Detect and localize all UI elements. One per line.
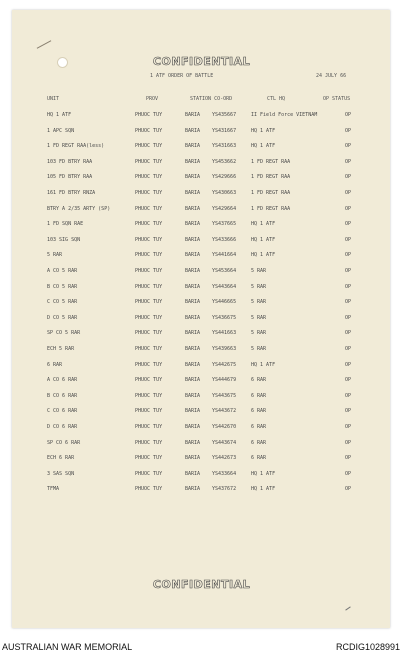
row-coord: YS442673	[212, 455, 237, 462]
row-op-status: OP	[345, 408, 352, 415]
table-row	[0, 330, 403, 337]
table-row	[0, 252, 403, 259]
row-control-hq: HQ 1 ATF	[251, 470, 276, 477]
row-unit: TFMA	[47, 486, 60, 493]
row-province: PHUOC TUY	[135, 143, 163, 150]
row-station: BARIA	[185, 190, 201, 196]
row-unit: C CO 6 RAR	[47, 408, 78, 415]
row-unit: 161 FD BTRY RNZA	[47, 190, 96, 196]
document-subtitle: 1 ATF ORDER OF BATTLE	[150, 73, 214, 79]
row-coord: YS437665	[212, 221, 237, 228]
row-province: PHUOC TUY	[135, 299, 163, 306]
row-station: BARIA	[185, 221, 201, 228]
row-station: BARIA	[185, 424, 201, 430]
row-coord: YS453664	[212, 268, 237, 274]
table-row	[0, 206, 403, 213]
row-op-status: OP	[345, 470, 352, 477]
row-unit: 1 APC SQN	[47, 127, 75, 134]
row-province: PHUOC TUY	[135, 408, 163, 415]
row-control-hq: 5 RAR	[251, 314, 267, 321]
row-coord: YS443664	[212, 283, 237, 290]
row-unit: SP CO 5 RAR	[47, 330, 81, 337]
row-province: PHUOC TUY	[135, 205, 163, 212]
row-province: PHUOC TUY	[135, 127, 163, 134]
table-row	[0, 143, 403, 150]
row-op-status: OP	[345, 112, 352, 118]
column-header-ctl: CTL HQ	[267, 96, 286, 102]
row-coord: YS453662	[212, 158, 237, 165]
table-row	[0, 159, 403, 166]
row-coord: YS436675	[212, 314, 237, 321]
row-province: PHUOC TUY	[135, 455, 163, 462]
table-row	[0, 237, 403, 244]
row-op-status: OP	[345, 361, 352, 368]
row-province: PHUOC TUY	[135, 392, 163, 399]
row-coord: YS430663	[212, 190, 237, 196]
row-control-hq: HQ 1 ATF	[251, 127, 276, 134]
row-control-hq: 6 RAR	[251, 439, 267, 446]
row-province: PHUOC TUY	[135, 377, 163, 384]
row-control-hq: 6 RAR	[251, 455, 267, 462]
row-op-status: OP	[345, 330, 352, 337]
row-op-status: OP	[345, 424, 352, 430]
confidential-stamp-top: CONFIDENTIAL	[152, 55, 251, 68]
row-unit: B CO 6 RAR	[47, 392, 78, 399]
row-station: BARIA	[185, 392, 201, 399]
row-control-hq: 1 FD REGT RAA	[251, 205, 291, 212]
confidential-stamp-bottom: CONFIDENTIAL	[152, 578, 251, 591]
row-coord: YS444679	[212, 377, 237, 384]
row-province: PHUOC TUY	[135, 174, 163, 181]
row-unit: D CO 6 RAR	[47, 424, 78, 430]
column-header-ops: OP STATUS	[323, 96, 351, 102]
row-unit: ECH 6 RAR	[47, 455, 75, 462]
table-row	[0, 174, 403, 181]
row-coord: YS443675	[212, 392, 237, 399]
row-station: BARIA	[185, 486, 201, 493]
row-control-hq: 6 RAR	[251, 408, 267, 415]
row-unit: 105 FD BTRY RAA	[47, 174, 93, 181]
table-row	[0, 299, 403, 306]
row-coord: YS439663	[212, 346, 237, 352]
row-coord: YS441664	[212, 252, 237, 259]
row-coord: YS429666	[212, 174, 237, 181]
row-unit: 1 FD SQN RAE	[47, 221, 84, 228]
row-station: BARIA	[185, 236, 201, 243]
row-province: PHUOC TUY	[135, 470, 163, 477]
column-header-prov: PROV	[146, 96, 159, 102]
table-row	[0, 440, 403, 447]
table-row	[0, 486, 403, 493]
row-unit: HQ 1 ATF	[47, 112, 72, 118]
row-province: PHUOC TUY	[135, 190, 163, 196]
row-op-status: OP	[345, 252, 352, 259]
row-station: BARIA	[185, 361, 201, 368]
row-control-hq: 5 RAR	[251, 283, 267, 290]
row-province: PHUOC TUY	[135, 361, 163, 368]
row-control-hq: HQ 1 ATF	[251, 252, 276, 259]
row-province: PHUOC TUY	[135, 346, 163, 352]
row-station: BARIA	[185, 439, 201, 446]
row-control-hq: 5 RAR	[251, 268, 267, 274]
row-station: BARIA	[185, 174, 201, 181]
row-op-status: OP	[345, 299, 352, 306]
table-row	[0, 362, 403, 369]
row-coord: YS442675	[212, 361, 237, 368]
credit-right: RCDIG1028991	[335, 642, 400, 652]
row-control-hq: 5 RAR	[251, 346, 267, 352]
row-coord: YS431667	[212, 127, 237, 134]
row-op-status: OP	[345, 439, 352, 446]
row-coord: YS433664	[212, 470, 237, 477]
row-op-status: OP	[345, 143, 352, 150]
row-station: BARIA	[185, 143, 201, 150]
row-op-status: OP	[345, 158, 352, 165]
row-coord: YS443674	[212, 439, 237, 446]
row-op-status: OP	[345, 283, 352, 290]
table-row	[0, 112, 403, 119]
row-station: BARIA	[185, 112, 201, 118]
row-unit: 1 FD REGT RAA(less)	[47, 143, 105, 150]
row-province: PHUOC TUY	[135, 268, 163, 274]
row-coord: YS446665	[212, 299, 237, 306]
row-op-status: OP	[345, 221, 352, 228]
row-unit: B CO 5 RAR	[47, 283, 78, 290]
table-row	[0, 455, 403, 462]
row-op-status: OP	[345, 174, 352, 181]
row-station: BARIA	[185, 299, 201, 306]
row-station: BARIA	[185, 268, 201, 274]
row-unit: A CO 5 RAR	[47, 268, 78, 274]
row-station: BARIA	[185, 377, 201, 384]
row-unit: 5 RAR	[47, 252, 63, 259]
row-province: PHUOC TUY	[135, 486, 163, 493]
row-op-status: OP	[345, 127, 352, 134]
table-row	[0, 408, 403, 415]
table-row	[0, 346, 403, 353]
row-unit: 103 SIG SQN	[47, 236, 81, 243]
row-op-status: OP	[345, 346, 352, 352]
row-coord: YS443672	[212, 408, 237, 415]
row-control-hq: 5 RAR	[251, 299, 267, 306]
row-station: BARIA	[185, 283, 201, 290]
row-control-hq: 1 FD REGT RAA	[251, 174, 291, 181]
row-coord: YS435667	[212, 112, 237, 118]
row-province: PHUOC TUY	[135, 314, 163, 321]
column-header-unit: UNIT	[47, 96, 60, 102]
row-coord: YS437672	[212, 486, 237, 493]
table-row	[0, 221, 403, 228]
row-op-status: OP	[345, 236, 352, 243]
credit-left: AUSTRALIAN WAR MEMORIAL	[2, 642, 133, 652]
table-row	[0, 128, 403, 135]
row-unit: 103 FD BTRY RAA	[47, 158, 93, 165]
row-unit: A CO 6 RAR	[47, 377, 78, 384]
row-op-status: OP	[345, 190, 352, 196]
column-header-station: STATION CO-ORD	[190, 96, 233, 102]
document-date: 24 JULY 66	[316, 73, 347, 79]
table-row	[0, 377, 403, 384]
row-op-status: OP	[345, 314, 352, 321]
row-control-hq: 1 FD REGT RAA	[251, 158, 291, 165]
row-op-status: OP	[345, 392, 352, 399]
row-province: PHUOC TUY	[135, 424, 163, 430]
row-province: PHUOC TUY	[135, 158, 163, 165]
row-station: BARIA	[185, 330, 201, 337]
row-control-hq: 1 FD REGT RAA	[251, 190, 291, 196]
row-control-hq: 5 RAR	[251, 330, 267, 337]
row-province: PHUOC TUY	[135, 252, 163, 259]
row-op-status: OP	[345, 455, 352, 462]
row-station: BARIA	[185, 252, 201, 259]
row-unit: 6 RAR	[47, 361, 63, 368]
row-op-status: OP	[345, 268, 352, 274]
row-control-hq: 6 RAR	[251, 392, 267, 399]
row-control-hq: II Field Force VIETNAM	[251, 112, 318, 118]
row-station: BARIA	[185, 470, 201, 477]
row-op-status: OP	[345, 486, 352, 493]
table-row	[0, 190, 403, 197]
row-province: PHUOC TUY	[135, 283, 163, 290]
row-station: BARIA	[185, 455, 201, 462]
row-unit: 3 SAS SQN	[47, 470, 75, 477]
row-station: BARIA	[185, 408, 201, 415]
row-control-hq: HQ 1 ATF	[251, 236, 276, 243]
row-unit: SP CO 6 RAR	[47, 439, 81, 446]
row-coord: YS441663	[212, 330, 237, 337]
row-province: PHUOC TUY	[135, 439, 163, 446]
row-province: PHUOC TUY	[135, 112, 163, 118]
row-province: PHUOC TUY	[135, 221, 163, 228]
row-op-status: OP	[345, 205, 352, 212]
table-row	[0, 268, 403, 275]
row-station: BARIA	[185, 158, 201, 165]
table-row	[0, 393, 403, 400]
row-coord: YS442670	[212, 424, 237, 430]
row-control-hq: 6 RAR	[251, 377, 267, 384]
row-op-status: OP	[345, 377, 352, 384]
table-row	[0, 471, 403, 478]
table-row	[0, 424, 403, 431]
row-unit: C CO 5 RAR	[47, 299, 78, 306]
row-station: BARIA	[185, 205, 201, 212]
row-province: PHUOC TUY	[135, 236, 163, 243]
row-control-hq: 6 RAR	[251, 424, 267, 430]
row-control-hq: HQ 1 ATF	[251, 221, 276, 228]
row-control-hq: HQ 1 ATF	[251, 143, 276, 150]
row-control-hq: HQ 1 ATF	[251, 486, 276, 493]
table-row	[0, 315, 403, 322]
row-province: PHUOC TUY	[135, 330, 163, 337]
row-coord: YS429664	[212, 205, 237, 212]
row-station: BARIA	[185, 346, 201, 352]
row-unit: BTRY A 2/35 ARTY (SP)	[47, 205, 111, 212]
table-row	[0, 284, 403, 291]
row-coord: YS431663	[212, 143, 237, 150]
row-coord: YS433666	[212, 236, 237, 243]
row-unit: ECH 5 RAR	[47, 346, 75, 352]
row-unit: D CO 5 RAR	[47, 314, 78, 321]
row-control-hq: HQ 1 ATF	[251, 361, 276, 368]
row-station: BARIA	[185, 127, 201, 134]
row-station: BARIA	[185, 314, 201, 321]
